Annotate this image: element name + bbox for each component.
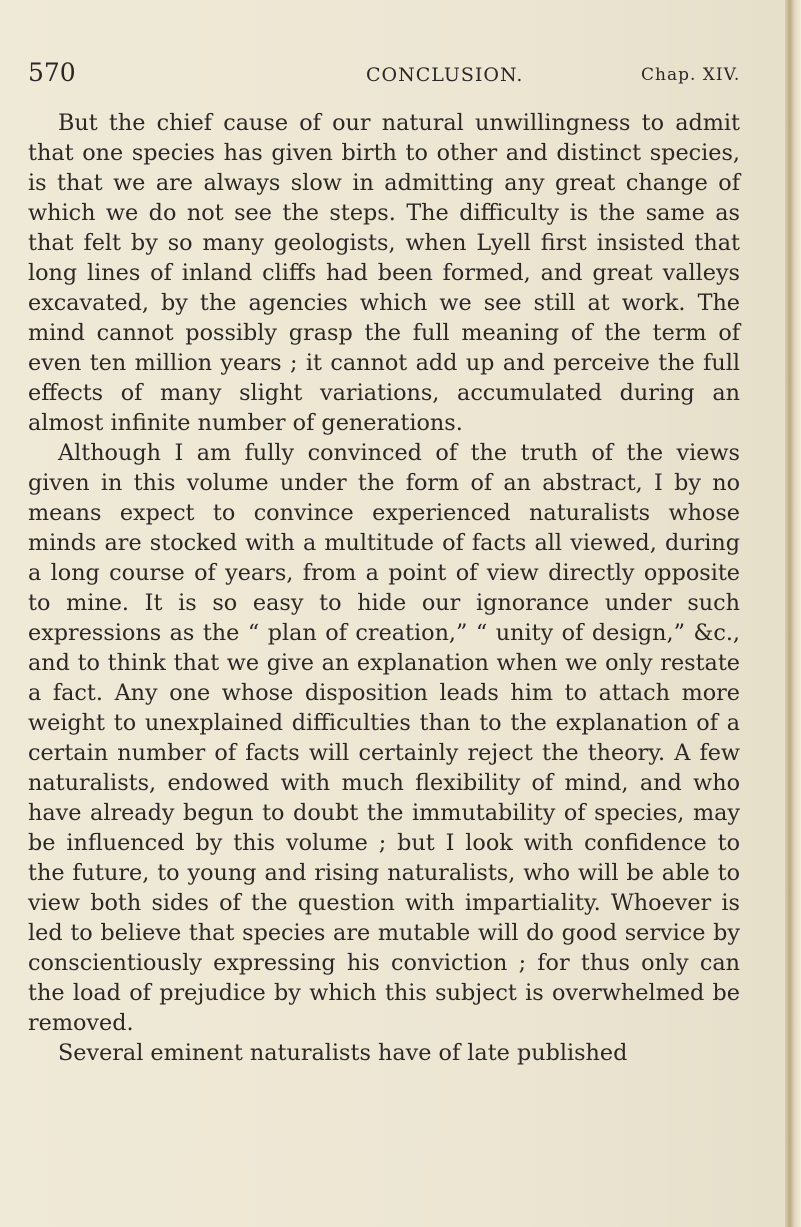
page-edge (785, 0, 801, 1227)
page-number: 570 (28, 58, 76, 87)
chapter-title: CONCLUSION. (366, 64, 524, 86)
chapter-number: Chap. XIV. (641, 65, 741, 85)
paragraph: But the chief cause of our natural unwillingness to admit that one species has given birth to other and distinct species, is that we are always slow in admitting any great change of which we do not see the steps. The difficulty is the same as that felt by so many geologists, when Lyell first insisted that long lines of inland cliffs had been formed, and great valleys excavated, by the agencies which we see still at work. The mind cannot possibly grasp the full meaning of the term of even ten million years ; it cannot add up and perceive the full effects of many slight variations, accumulated during an almost infinite number of generations. (28, 110, 740, 436)
paragraph: Several eminent naturalists have of late published (58, 1040, 628, 1066)
running-head (28, 58, 768, 98)
paragraph: Although I am fully convinced of the truth of the views given in this volume under the form of an abstract, I by no means expect to convince experienced naturalists whose minds are stocked with a multitude of facts all viewed, during a long course of years, from a point of view directly opposite to mine. It is so easy to hide our ignorance under such expressions as the “ plan of creation,” “ unity of design,” &c., and to think that we give an explanation when we only restate a fact. Any one whose disposition leads him to attach more weight to unexplained difficulties than to the explanation of a certain number of facts will certainly reject the theory. A few naturalists, endowed with much flexibility of mind, and who have already begun to doubt the immutability of species, may be influenced by this volume ; but I look with confidence to the future, to young and rising naturalists, who will be able to view both sides of the question with impartiality. Whoever is led to believe that species are mutable will do good service by conscientiously expressing his conviction ; for thus only can the load of prejudice by which this subject is overwhelmed be removed. (28, 440, 740, 1036)
body-text (28, 108, 740, 1068)
